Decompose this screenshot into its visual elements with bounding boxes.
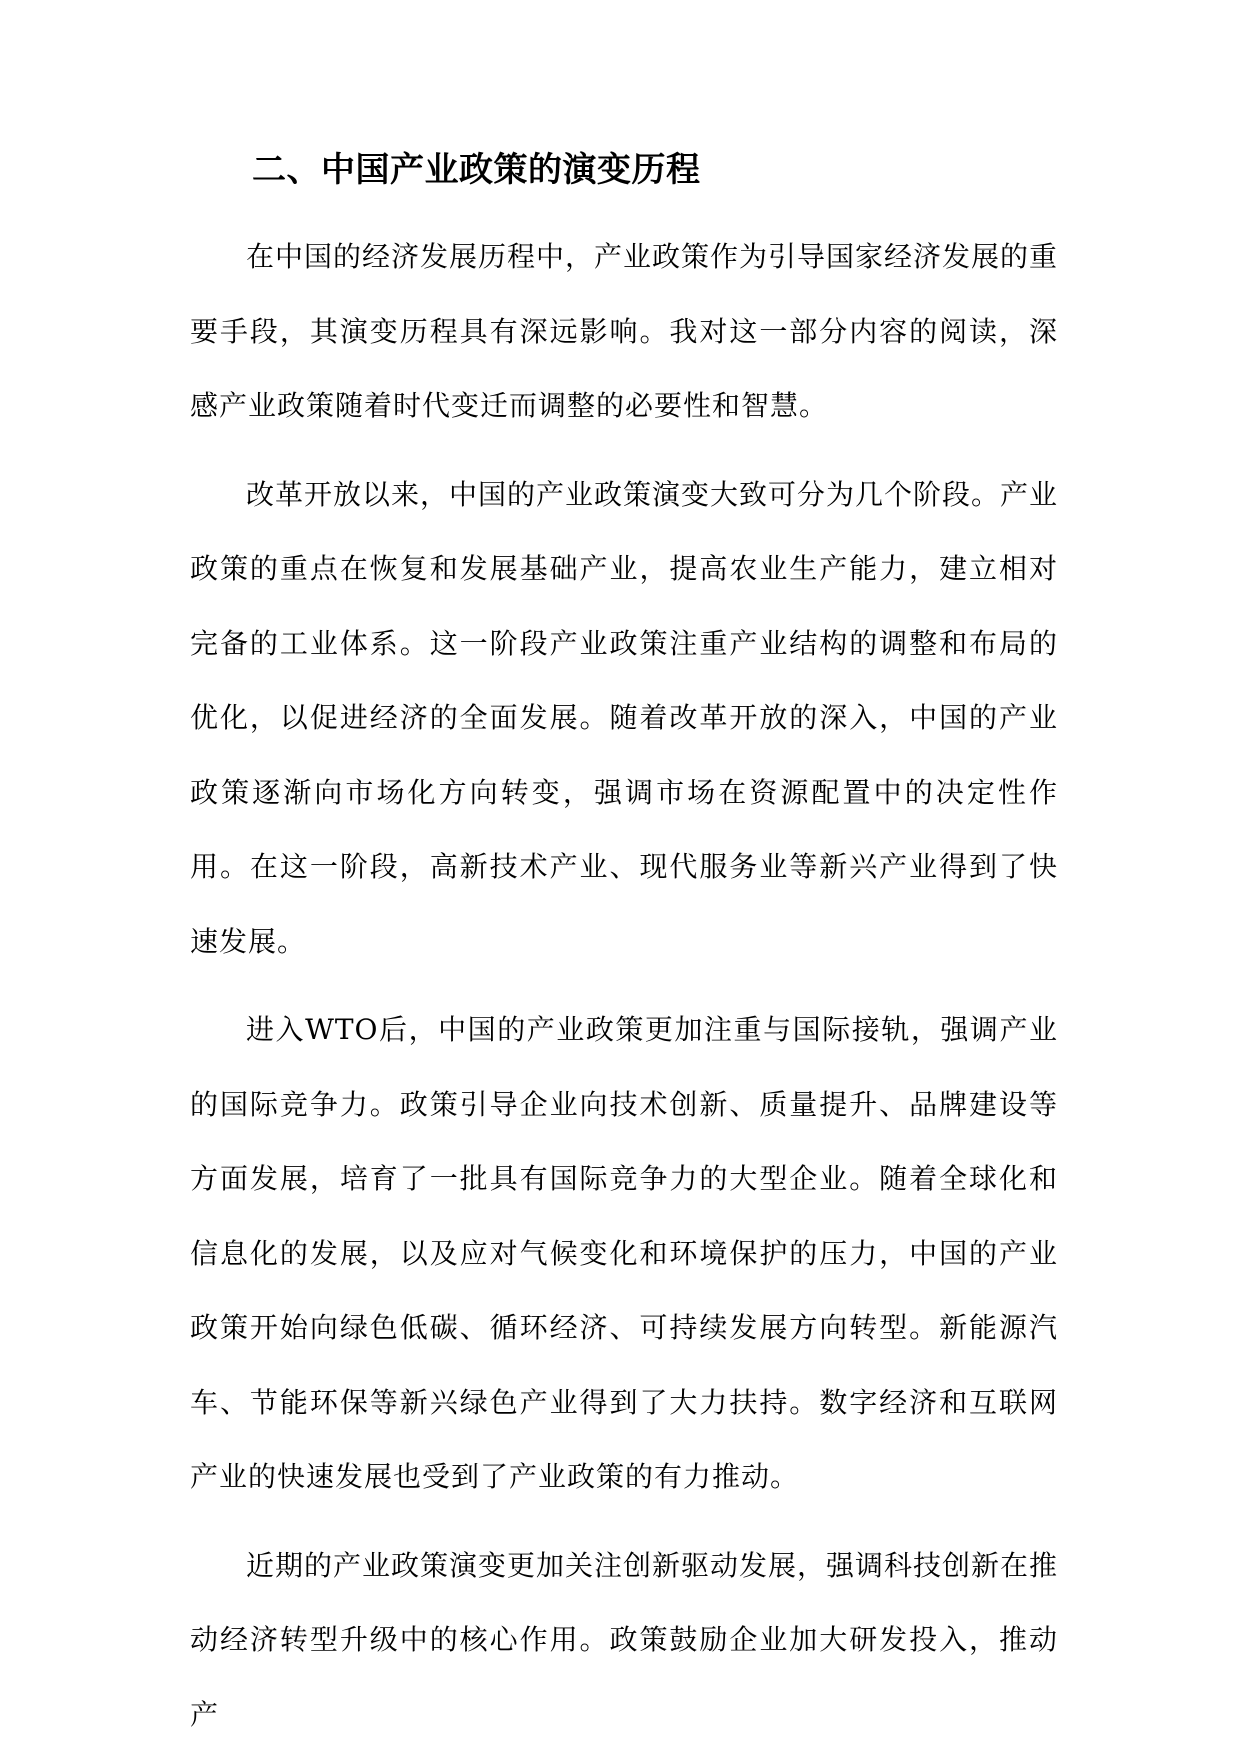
paragraph-4: 近期的产业政策演变更加关注创新驱动发展，强调科技创新在推动经济转型升级中的核心作用。政策鼓励企业加大研发投入，推动产 — [190, 1548, 1059, 1731]
document-body — [190, 140, 1058, 1752]
paragraph-3: 进入WTO后，中国的产业政策更加注重与国际接轨，强调产业的国际竞争力。政策引导企业向技术创新、质量提升、品牌建设等方面发展，培育了一批具有国际竞争力的大型企业。随着全球化和信息化的发展，以及应对气候变化和环境保护的压力，中国的产业政策开始向绿色低碳、循环经济、可持续发展方向转型。新能源汽车、节能环保等新兴绿色产业得到了大力扶持。数字经济和互联网产业的快速发展也受到了产业政策的有力推动。 — [190, 1013, 1058, 1493]
paragraph-2: 改革开放以来，中国的产业政策演变大致可分为几个阶段。产业政策的重点在恢复和发展基础产业，提高农业生产能力，建立相对完备的工业体系。这一阶段产业政策注重产业结构的调整和布局的优化，以促进经济的全面发展。随着改革开放的深入，中国的产业政策逐渐向市场化方向转变，强调市场在资源配置中的决定性作用。在这一阶段，高新技术产业、现代服务业等新兴产业得到了快速发展。 — [190, 477, 1059, 958]
section-heading: 二、中国产业政策的演变历程 — [252, 150, 701, 190]
paragraph-1: 在中国的经济发展历程中，产业政策作为引导国家经济发展的重要手段，其演变历程具有深远影响。我对这一部分内容的阅读，深感产业政策随着时代变迁而调整的必要性和智慧。 — [190, 240, 1059, 422]
